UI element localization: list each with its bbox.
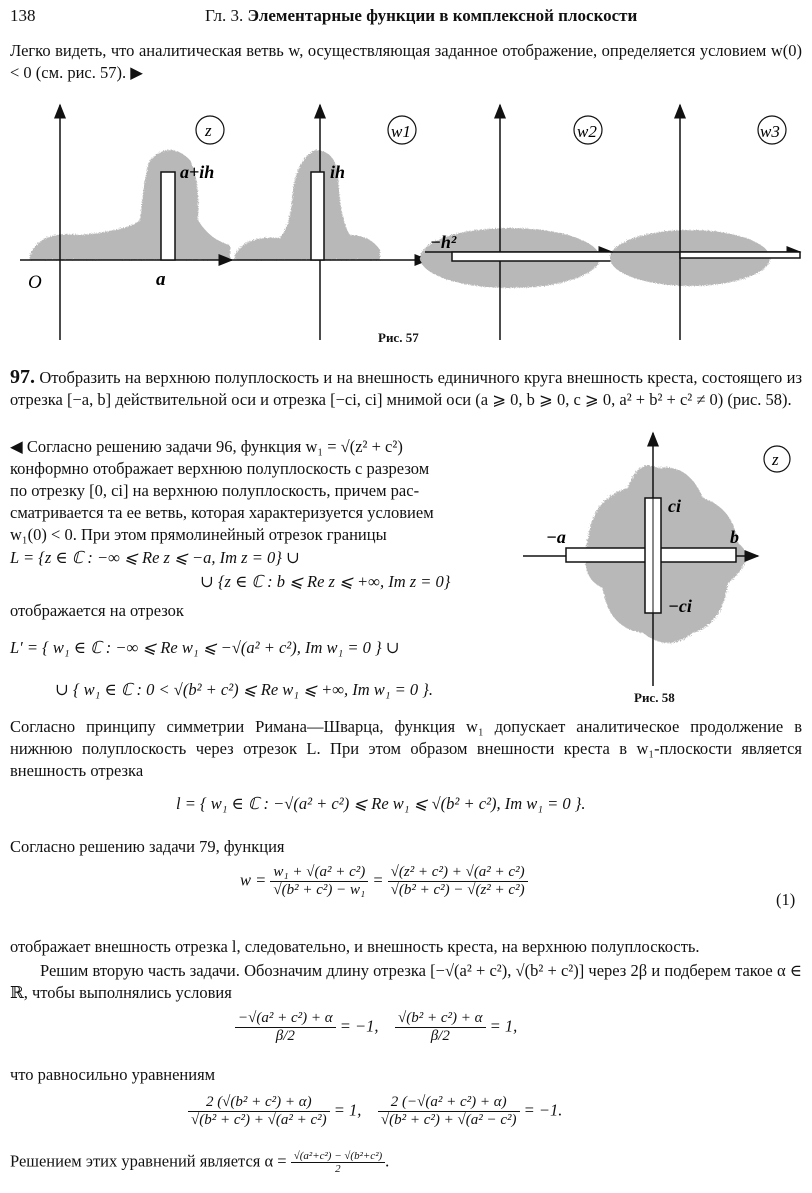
final-solution: Решением этих уравнений является α = $\frac{\text{√(a²+c²) − √(b²+c²)}}{2}$ . (10, 1150, 390, 1175)
eq-l: l = { w₁ ∈ ℂ : −√(a² + c²) ⩽ Re w₁ ⩽ √(b² + c²), Im w₁ = 0 }. (176, 794, 586, 813)
solution-paragraph: ◀ Согласно решению задачи 96, функция w₁ = √(z² + c²) конформно отображает верхнюю полуплоскость с разрезом по отрезку [0, ci] на верхнюю полуплоскость, причем рас- сматривается та ее ветвь, которая характеризуется условием w₁(0) < 0. При этом прямолинейный отрезок границы (10, 437, 434, 544)
fig57-panel-z (20, 105, 232, 340)
equations-system: $\frac{\text{2 (√(b² + c²) + α)}}{\text{√(b² + c²) + √(a² + c²)}}$ = 1, $\frac{\text{2 (−√(a² + c²) + α)}}{\text{√(b² + c²) + √(a² − c²)}}$ = −1. (188, 1094, 562, 1129)
fig58-caption: Рис. 58 (634, 690, 675, 705)
page-number: 138 (10, 6, 36, 25)
fig57-origin: O (28, 272, 42, 293)
intro-paragraph: Легко видеть, что аналитическая ветвь w, осуществляющая заданное отображение, определяется условием w(0) < 0 (см. рис. 57). ▶ (10, 41, 802, 82)
figure-58 (518, 428, 808, 688)
fig57-label-z: z (205, 121, 212, 140)
second-part-text: Решим вторую часть задачи. Обозначим длину отрезка [−√(a² + c²), √(b² + c²)] через 2β и подберем такое α ∈ ℝ, чтобы выполнялись условия (10, 961, 802, 1002)
symmetry-paragraph: Согласно принципу симметрии Римана—Шварца, функция w₁ допускает аналитическое продолжение в нижнюю полуплоскость через отрезок L. При этом образом внешности креста в w₁-плоскости является внешность отрезка (10, 717, 802, 780)
fig57-label-w2: w2 (577, 122, 597, 141)
fig57-label-h2: −h² (430, 232, 457, 252)
fig58-label-minus-a: −a (546, 527, 566, 547)
fig57-label-ih: ih (330, 162, 346, 182)
maps-exterior-text: отображает внешность отрезка l, следовательно, и внешность креста, на верхнюю полуплоскость. (10, 937, 700, 956)
maps-to-text: отображается на отрезок (10, 601, 184, 620)
figure-57 (0, 90, 812, 340)
fig58-label-z: z (772, 450, 779, 469)
eq-L-line2: ∪ {z ∈ ℂ : b ⩽ Re z ⩽ +∞, Im z = 0} (200, 572, 451, 591)
conditions: $\frac{\text{−√(a² + c²) + α}}{\beta/2}$ = −1, $\frac{\text{√(b² + c²) + α}}{\beta/2}$ = 1, (235, 1010, 517, 1045)
equation-1-number: (1) (776, 890, 796, 909)
eq-L-line1: L = {z ∈ ℂ : −∞ ⩽ Re z ⩽ −a, Im z = 0} ∪ (10, 548, 300, 567)
equivalent-text: что равносильно уравнениям (10, 1065, 216, 1084)
fig58-label-minus-ci: −ci (668, 596, 692, 616)
fig58-label-b: b (730, 527, 739, 547)
chapter-title: Гл. 3. Элементарные функции в комплексной плоскости (205, 6, 638, 25)
fig57-label-w1: w1 (391, 122, 411, 141)
problem79-text: Согласно решению задачи 79, функция (10, 837, 285, 856)
fig58-label-ci: ci (668, 496, 681, 516)
eq-Lp-line1: L′ = { w₁ ∈ ℂ : −∞ ⩽ Re w₁ ⩽ −√(a² + c²), Im w₁ = 0 } ∪ (10, 638, 400, 657)
problem-97: 97. Отобразить на верхнюю полуплоскость и на внешность единичного круга внешность креста, состоящего из отрезка [−a, b] действительной оси и отрезка [−ci, ci] мнимой оси (a ⩾ 0, b ⩾ 0, c ⩾ 0, a² + b² + c² ≠ 0) (рис. 58). (10, 366, 803, 409)
fig57-caption: Рис. 57 (378, 330, 419, 345)
fig57-label-w3: w3 (760, 122, 780, 141)
fig57-label-a: a (156, 269, 166, 290)
equation-1: w = $\frac{\text{w₁ + √(a² + c²)}}{\text{√(b² + c²) − w₁}}$ = $\frac{\text{√(z² + c²) + √(a² + c²)}}{\text{√(b² + c²) − √(z² + c²)}}$ (240, 864, 528, 899)
eq-Lp-line2: ∪ { w₁ ∈ ℂ : 0 < √(b² + c²) ⩽ Re w₁ ⩽ +∞, Im w₁ = 0 }. (55, 680, 434, 699)
fig57-label-a-ih: a+ih (180, 162, 215, 182)
